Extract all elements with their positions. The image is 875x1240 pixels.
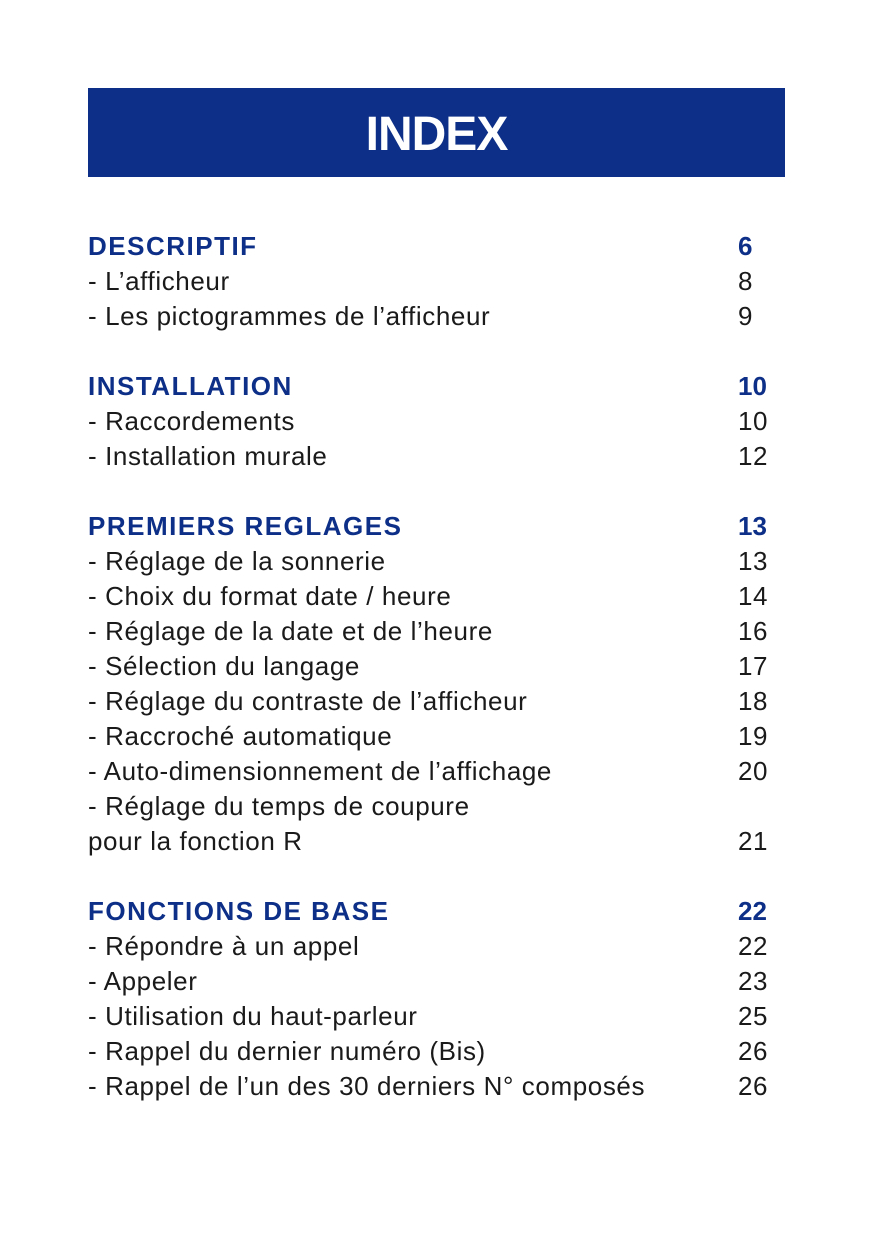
table-of-contents bbox=[88, 229, 778, 1139]
toc-entry-page: 16 bbox=[738, 616, 769, 646]
toc-section-premiers-reglages bbox=[88, 509, 778, 859]
toc-entry-label: - Réglage de la date et de l’heure bbox=[88, 616, 493, 646]
toc-entry[interactable] bbox=[88, 544, 778, 579]
toc-entry-label: - Auto-dimensionnement de l’affichage bbox=[88, 756, 552, 786]
toc-heading-page: 22 bbox=[738, 896, 767, 926]
page-title: INDEX bbox=[365, 107, 508, 161]
toc-entry-label: - Utilisation du haut-parleur bbox=[88, 1001, 418, 1031]
toc-entry-page: 25 bbox=[738, 1001, 769, 1031]
toc-entry-label: - Réglage de la sonnerie bbox=[88, 546, 386, 576]
toc-heading-page: 6 bbox=[738, 231, 753, 261]
toc-entry-label: - Choix du format date / heure bbox=[88, 581, 452, 611]
toc-entry-page: 21 bbox=[738, 826, 769, 856]
toc-entry-label: - Rappel du dernier numéro (Bis) bbox=[88, 1036, 486, 1066]
toc-section-fonctions-de-base bbox=[88, 894, 778, 1104]
toc-entry[interactable] bbox=[88, 754, 778, 789]
toc-heading-label: FONCTIONS DE BASE bbox=[88, 896, 390, 926]
toc-entry-label: - Installation murale bbox=[88, 441, 328, 471]
toc-entry-page: 19 bbox=[738, 721, 769, 751]
toc-entry[interactable] bbox=[88, 299, 778, 334]
toc-entry[interactable] bbox=[88, 439, 778, 474]
toc-entry-label: - Sélection du langage bbox=[88, 651, 360, 681]
toc-entry-label: - Appeler bbox=[88, 966, 198, 996]
toc-entry-page: 12 bbox=[738, 441, 769, 471]
toc-heading[interactable] bbox=[88, 229, 778, 264]
toc-entry[interactable] bbox=[88, 964, 778, 999]
toc-entry-page: 9 bbox=[738, 301, 754, 331]
toc-entry[interactable] bbox=[88, 929, 778, 964]
toc-heading[interactable] bbox=[88, 509, 778, 544]
toc-entry-page: 13 bbox=[738, 546, 769, 576]
toc-heading-page: 13 bbox=[738, 511, 767, 541]
toc-entry-page: 8 bbox=[738, 266, 754, 296]
toc-heading-label: INSTALLATION bbox=[88, 371, 293, 401]
toc-entry[interactable] bbox=[88, 1069, 778, 1104]
toc-entry-label: - Raccroché automatique bbox=[88, 721, 393, 751]
title-banner bbox=[88, 88, 785, 177]
toc-entry[interactable] bbox=[88, 719, 778, 754]
toc-entry[interactable] bbox=[88, 999, 778, 1034]
toc-entry-label: - L’afficheur bbox=[88, 266, 230, 296]
toc-entry-label: - Réglage du contraste de l’afficheur bbox=[88, 686, 528, 716]
toc-entry[interactable] bbox=[88, 789, 778, 824]
toc-entry-page: 10 bbox=[738, 406, 769, 436]
toc-heading-page: 10 bbox=[738, 371, 767, 401]
toc-entry[interactable] bbox=[88, 1034, 778, 1069]
toc-entry-label: - Raccordements bbox=[88, 406, 295, 436]
toc-entry[interactable] bbox=[88, 614, 778, 649]
toc-section-installation bbox=[88, 369, 778, 474]
toc-heading-label: PREMIERS REGLAGES bbox=[88, 511, 403, 541]
toc-entry-page: 26 bbox=[738, 1036, 769, 1066]
toc-entry[interactable] bbox=[88, 684, 778, 719]
toc-entry-page: 20 bbox=[738, 756, 769, 786]
toc-heading-label: DESCRIPTIF bbox=[88, 231, 258, 261]
toc-entry-label: - Rappel de l’un des 30 derniers N° composés bbox=[88, 1071, 646, 1101]
toc-entry[interactable] bbox=[88, 824, 778, 859]
toc-entry-label: - Répondre à un appel bbox=[88, 931, 360, 961]
toc-entry-page: 23 bbox=[738, 966, 769, 996]
toc-entry-page: 14 bbox=[738, 581, 769, 611]
toc-entry[interactable] bbox=[88, 579, 778, 614]
toc-heading[interactable] bbox=[88, 369, 778, 404]
toc-entry[interactable] bbox=[88, 264, 778, 299]
toc-entry-page: 22 bbox=[738, 931, 769, 961]
toc-section-descriptif bbox=[88, 229, 778, 334]
toc-heading[interactable] bbox=[88, 894, 778, 929]
toc-entry[interactable] bbox=[88, 404, 778, 439]
toc-entry-label: - Réglage du temps de coupure bbox=[88, 791, 470, 821]
toc-entry[interactable] bbox=[88, 649, 778, 684]
toc-entry-page: 17 bbox=[738, 651, 769, 681]
toc-entry-page: 26 bbox=[738, 1071, 769, 1101]
toc-entry-page: 18 bbox=[738, 686, 769, 716]
toc-entry-label: - Les pictogrammes de l’afficheur bbox=[88, 301, 491, 331]
toc-entry-label: pour la fonction R bbox=[88, 826, 303, 856]
